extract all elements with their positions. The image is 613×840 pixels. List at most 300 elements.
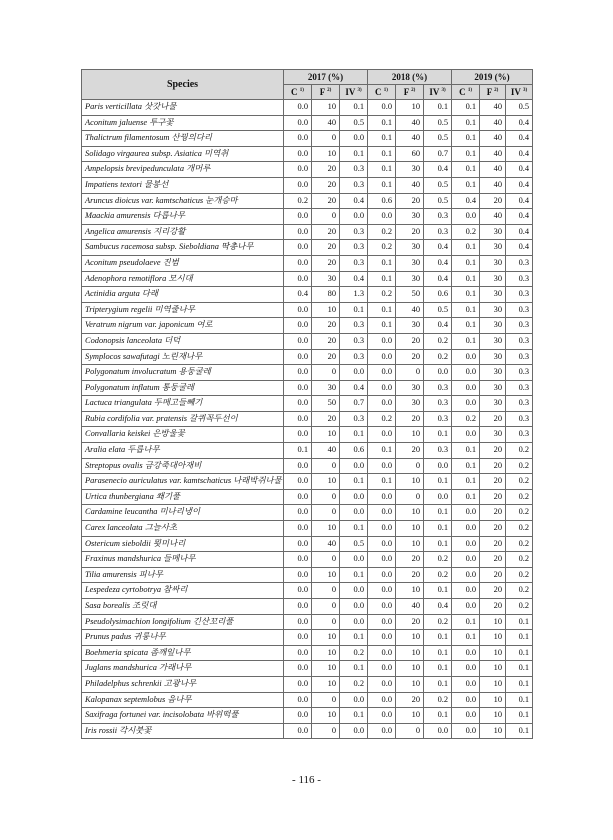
value-cell: 10 [312, 521, 340, 537]
value-cell: 0.0 [368, 630, 396, 646]
value-cell: 0.2 [506, 474, 533, 490]
species-name: Paris verticillata 삿갓나물 [82, 100, 284, 116]
value-cell: 0.1 [424, 100, 452, 116]
value-cell: 0.1 [452, 302, 480, 318]
value-cell: 0.1 [452, 162, 480, 178]
value-cell: 0.0 [368, 536, 396, 552]
value-cell: 10 [312, 676, 340, 692]
value-cell: 0.2 [506, 489, 533, 505]
value-cell: 0.0 [452, 536, 480, 552]
value-cell: 0.1 [506, 645, 533, 661]
table-row [82, 552, 533, 568]
value-cell: 0.1 [368, 177, 396, 193]
value-cell: 30 [480, 255, 506, 271]
value-cell: 0.0 [340, 614, 368, 630]
value-cell: 40 [480, 162, 506, 178]
species-name: Aconitum pseudolaeve 진범 [82, 255, 284, 271]
value-cell: 0.0 [284, 115, 312, 131]
value-cell: 20 [396, 443, 424, 459]
value-cell: 0.2 [424, 614, 452, 630]
value-cell: 10 [396, 100, 424, 116]
value-cell: 0.0 [284, 131, 312, 147]
value-cell: 0.1 [452, 474, 480, 490]
value-cell: 20 [312, 349, 340, 365]
value-cell: 30 [480, 365, 506, 381]
species-name: Ostericum sieboldii 묏미나리 [82, 536, 284, 552]
value-cell: 0.7 [340, 396, 368, 412]
value-cell: 0.1 [452, 240, 480, 256]
value-cell: 20 [480, 193, 506, 209]
value-cell: 0.5 [424, 115, 452, 131]
table-row [82, 255, 533, 271]
value-cell: 10 [396, 708, 424, 724]
value-cell: 0.2 [368, 240, 396, 256]
value-cell: 30 [480, 287, 506, 303]
value-cell: 0 [312, 131, 340, 147]
value-cell: 0.3 [506, 271, 533, 287]
subheader-label: C [291, 87, 298, 97]
value-cell: 10 [480, 708, 506, 724]
value-cell: 10 [396, 630, 424, 646]
table-row [82, 131, 533, 147]
value-cell: 0.4 [424, 162, 452, 178]
year-header-2017: 2017 (%) [284, 70, 368, 85]
value-cell: 10 [312, 302, 340, 318]
value-cell: 20 [480, 443, 506, 459]
value-cell: 20 [480, 489, 506, 505]
value-cell: 0.0 [368, 692, 396, 708]
value-cell: 0.1 [506, 630, 533, 646]
table-row [82, 505, 533, 521]
table-row [82, 567, 533, 583]
value-cell: 40 [396, 131, 424, 147]
value-cell: 0.3 [506, 255, 533, 271]
table-row [82, 427, 533, 443]
value-cell: 10 [396, 427, 424, 443]
value-cell: 0.5 [424, 302, 452, 318]
value-cell: 10 [480, 630, 506, 646]
value-cell: 0.0 [368, 676, 396, 692]
value-cell: 0.1 [452, 115, 480, 131]
value-cell: 40 [396, 302, 424, 318]
value-cell: 0.0 [368, 489, 396, 505]
value-cell: 0.0 [284, 458, 312, 474]
subheader-label: IV [429, 87, 440, 97]
value-cell: 40 [312, 536, 340, 552]
value-cell: 0.0 [340, 692, 368, 708]
table-row [82, 474, 533, 490]
value-cell: 0.0 [284, 365, 312, 381]
value-cell: 0.2 [368, 411, 396, 427]
value-cell: 20 [480, 599, 506, 615]
value-cell: 10 [312, 100, 340, 116]
value-cell: 0 [312, 614, 340, 630]
value-cell: 0.0 [452, 661, 480, 677]
species-name: Aconitum jaluense 투구꽃 [82, 115, 284, 131]
value-cell: 10 [312, 708, 340, 724]
footnote-marker: 3) [441, 88, 446, 93]
footnote-marker: 1) [467, 88, 472, 93]
value-cell: 30 [480, 271, 506, 287]
value-cell: 0.2 [424, 349, 452, 365]
value-cell: 0.2 [368, 224, 396, 240]
table-row [82, 583, 533, 599]
value-cell: 0.0 [368, 349, 396, 365]
value-cell: 0.0 [340, 489, 368, 505]
value-cell: 30 [396, 162, 424, 178]
value-cell: 0.1 [424, 645, 452, 661]
table-row [82, 224, 533, 240]
value-cell: 20 [396, 692, 424, 708]
value-cell: 0.0 [284, 349, 312, 365]
value-cell: 0.2 [506, 505, 533, 521]
value-cell: 20 [312, 255, 340, 271]
species-name: Urtica thunbergiana 쐐기풀 [82, 489, 284, 505]
value-cell: 40 [312, 115, 340, 131]
value-cell: 0.0 [340, 131, 368, 147]
value-cell: 10 [312, 567, 340, 583]
value-cell: 0.4 [506, 224, 533, 240]
table-row [82, 318, 533, 334]
value-cell: 0.3 [506, 411, 533, 427]
value-cell: 20 [396, 224, 424, 240]
footnote-marker: 2) [494, 88, 499, 93]
value-cell: 40 [480, 146, 506, 162]
value-cell: 0.3 [424, 396, 452, 412]
value-cell: 40 [396, 599, 424, 615]
value-cell: 20 [480, 474, 506, 490]
table-row [82, 333, 533, 349]
value-cell: 0 [312, 583, 340, 599]
value-cell: 10 [480, 676, 506, 692]
value-cell: 20 [396, 552, 424, 568]
footnote-marker: 2) [411, 88, 416, 93]
table-row [82, 162, 533, 178]
value-cell: 10 [312, 146, 340, 162]
subheader-c-2019 [452, 85, 480, 100]
value-cell: 0.3 [340, 255, 368, 271]
value-cell: 0.1 [506, 614, 533, 630]
subheader-label: F [319, 87, 325, 97]
value-cell: 10 [480, 645, 506, 661]
value-cell: 0.4 [340, 193, 368, 209]
value-cell: 20 [312, 177, 340, 193]
value-cell: 0.1 [452, 458, 480, 474]
table-row [82, 443, 533, 459]
species-name: Parasenecio auriculatus var. kamtschaticus 나래박쥐나물 [82, 474, 284, 490]
value-cell: 0.1 [452, 489, 480, 505]
species-name: Tripterygium regelii 미역줄나무 [82, 302, 284, 318]
value-cell: 0.1 [368, 162, 396, 178]
value-cell: 0.2 [424, 333, 452, 349]
value-cell: 0.1 [368, 255, 396, 271]
table-row [82, 536, 533, 552]
value-cell: 0.1 [340, 100, 368, 116]
value-cell: 10 [396, 536, 424, 552]
value-cell: 0.1 [452, 100, 480, 116]
value-cell: 0.2 [424, 552, 452, 568]
value-cell: 40 [480, 209, 506, 225]
value-cell: 30 [396, 271, 424, 287]
value-cell: 0.0 [340, 365, 368, 381]
value-cell: 0.0 [368, 505, 396, 521]
table-body [82, 100, 533, 739]
species-name: Maackia amurensis 다릅나무 [82, 209, 284, 225]
species-name: Convallaria keiskei 은방울꽃 [82, 427, 284, 443]
value-cell: 10 [312, 645, 340, 661]
value-cell: 0.2 [506, 521, 533, 537]
value-cell: 0.3 [506, 427, 533, 443]
value-cell: 0.0 [452, 521, 480, 537]
value-cell: 0.0 [368, 661, 396, 677]
species-name: Impatiens textori 물봉선 [82, 177, 284, 193]
value-cell: 30 [312, 271, 340, 287]
value-cell: 0.1 [368, 146, 396, 162]
value-cell: 20 [480, 536, 506, 552]
value-cell: 40 [480, 115, 506, 131]
value-cell: 20 [480, 521, 506, 537]
value-cell: 0.1 [368, 115, 396, 131]
page-number: - 116 - [292, 774, 321, 786]
value-cell: 0.0 [368, 567, 396, 583]
table-row [82, 365, 533, 381]
value-cell: 20 [396, 614, 424, 630]
value-cell: 0.4 [424, 599, 452, 615]
value-cell: 0.3 [340, 411, 368, 427]
species-name: Aralia elata 두릅나무 [82, 443, 284, 459]
value-cell: 10 [312, 427, 340, 443]
value-cell: 30 [480, 380, 506, 396]
species-name: Saxifraga fortunei var. incisolobata 바위떡풀 [82, 708, 284, 724]
value-cell: 0.1 [368, 302, 396, 318]
subheader-f-2018 [396, 85, 424, 100]
value-cell: 0.0 [368, 380, 396, 396]
subheader-label: C [375, 87, 382, 97]
value-cell: 0.0 [452, 552, 480, 568]
table-header [82, 70, 533, 100]
value-cell: 0.4 [506, 240, 533, 256]
species-name: Sambucus racemosa subsp. Sieboldiana 딱총나무 [82, 240, 284, 256]
species-name: Sasa borealis 조릿대 [82, 599, 284, 615]
value-cell: 0.6 [368, 193, 396, 209]
value-cell: 20 [480, 583, 506, 599]
value-cell: 0.0 [284, 645, 312, 661]
species-name: Polygonatum involucratum 용둥굴레 [82, 365, 284, 381]
value-cell: 0.0 [368, 333, 396, 349]
value-cell: 0.3 [340, 177, 368, 193]
table-row [82, 209, 533, 225]
table-row [82, 380, 533, 396]
table-row [82, 489, 533, 505]
value-cell: 0.6 [424, 287, 452, 303]
value-cell: 0.1 [340, 708, 368, 724]
species-name: Rubia cordifolia var. pratensis 갈퀴꼭두선이 [82, 411, 284, 427]
footnote-marker: 3) [523, 88, 528, 93]
value-cell: 0.2 [340, 676, 368, 692]
table-row [82, 193, 533, 209]
value-cell: 0.2 [506, 536, 533, 552]
value-cell: 0.0 [340, 505, 368, 521]
value-cell: 0.1 [340, 661, 368, 677]
value-cell: 0.0 [368, 209, 396, 225]
value-cell: 0.1 [452, 146, 480, 162]
value-cell: 0.0 [368, 458, 396, 474]
value-cell: 0.4 [424, 318, 452, 334]
value-cell: 30 [312, 380, 340, 396]
value-cell: 20 [396, 193, 424, 209]
table-row [82, 271, 533, 287]
value-cell: 20 [396, 349, 424, 365]
value-cell: 10 [396, 645, 424, 661]
value-cell: 0.6 [340, 443, 368, 459]
value-cell: 0.5 [506, 100, 533, 116]
value-cell: 0.1 [340, 521, 368, 537]
subheader-label: F [486, 87, 492, 97]
species-name: Cardamine leucantha 미나리냉이 [82, 505, 284, 521]
value-cell: 30 [480, 240, 506, 256]
species-name: Aruncus dioicus var. kamtschaticus 눈개승마 [82, 193, 284, 209]
value-cell: 0.0 [368, 427, 396, 443]
value-cell: 0.0 [284, 661, 312, 677]
value-cell: 0.2 [452, 224, 480, 240]
species-header: Species [82, 70, 284, 100]
value-cell: 0.5 [424, 193, 452, 209]
value-cell: 0.0 [452, 396, 480, 412]
species-name: Carex lanceolata 그늘사초 [82, 521, 284, 537]
value-cell: 20 [396, 567, 424, 583]
value-cell: 0.0 [452, 380, 480, 396]
value-cell: 20 [312, 318, 340, 334]
value-cell: 0.3 [506, 333, 533, 349]
value-cell: 0.0 [284, 318, 312, 334]
value-cell: 0.1 [368, 443, 396, 459]
value-cell: 0.1 [424, 536, 452, 552]
value-cell: 0.5 [340, 536, 368, 552]
value-cell: 0.3 [506, 396, 533, 412]
value-cell: 10 [480, 661, 506, 677]
value-cell: 0.0 [340, 599, 368, 615]
table-row [82, 723, 533, 739]
value-cell: 0.0 [284, 692, 312, 708]
value-cell: 0.1 [452, 333, 480, 349]
value-cell: 0.0 [368, 396, 396, 412]
value-cell: 0.4 [506, 131, 533, 147]
value-cell: 30 [396, 380, 424, 396]
value-cell: 0.4 [424, 240, 452, 256]
value-cell: 10 [396, 474, 424, 490]
subheader-label: IV [510, 87, 521, 97]
value-cell: 20 [480, 567, 506, 583]
value-cell: 0.1 [506, 692, 533, 708]
value-cell: 0.0 [284, 100, 312, 116]
value-cell: 20 [312, 240, 340, 256]
species-name: Tilia amurensis 피나무 [82, 567, 284, 583]
value-cell: 0 [312, 489, 340, 505]
value-cell: 0.2 [424, 567, 452, 583]
value-cell: 0.1 [424, 661, 452, 677]
value-cell: 0.0 [284, 396, 312, 412]
species-name: Lespedeza cyrtobotrya 참싸리 [82, 583, 284, 599]
value-cell: 0.1 [424, 505, 452, 521]
value-cell: 0.4 [284, 287, 312, 303]
value-cell: 0.4 [424, 255, 452, 271]
value-cell: 1.3 [340, 287, 368, 303]
value-cell: 0.1 [340, 567, 368, 583]
value-cell: 0.2 [506, 583, 533, 599]
value-cell: 0 [396, 365, 424, 381]
footnote-marker: 2) [327, 88, 332, 93]
value-cell: 20 [480, 458, 506, 474]
value-cell: 0.0 [284, 708, 312, 724]
value-cell: 10 [396, 521, 424, 537]
value-cell: 0.3 [340, 333, 368, 349]
value-cell: 10 [396, 583, 424, 599]
subheader-iv-2018 [424, 85, 452, 100]
value-cell: 0.7 [424, 146, 452, 162]
value-cell: 40 [396, 177, 424, 193]
year-header-2019: 2019 (%) [452, 70, 533, 85]
value-cell: 10 [312, 661, 340, 677]
value-cell: 0.0 [368, 583, 396, 599]
value-cell: 0.3 [340, 162, 368, 178]
value-cell: 50 [312, 396, 340, 412]
species-name: Solidago virgaurea subsp. Asiatica 미역취 [82, 146, 284, 162]
value-cell: 10 [396, 661, 424, 677]
value-cell: 0.0 [424, 365, 452, 381]
value-cell: 30 [480, 396, 506, 412]
table-row [82, 146, 533, 162]
table-row [82, 708, 533, 724]
value-cell: 0.0 [284, 489, 312, 505]
value-cell: 0 [312, 723, 340, 739]
value-cell: 40 [480, 177, 506, 193]
table-row [82, 302, 533, 318]
value-cell: 0.3 [340, 349, 368, 365]
value-cell: 0.0 [340, 458, 368, 474]
value-cell: 0.0 [284, 146, 312, 162]
value-cell: 0.2 [368, 287, 396, 303]
species-table [81, 69, 533, 739]
species-name: Actinidia arguta 다래 [82, 287, 284, 303]
subheader-label: IV [345, 87, 356, 97]
value-cell: 80 [312, 287, 340, 303]
value-cell: 0.3 [424, 443, 452, 459]
value-cell: 0.0 [368, 723, 396, 739]
value-cell: 0.1 [452, 318, 480, 334]
value-cell: 0.0 [368, 599, 396, 615]
value-cell: 0.0 [340, 209, 368, 225]
value-cell: 0.0 [284, 521, 312, 537]
value-cell: 20 [480, 411, 506, 427]
value-cell: 0.1 [424, 474, 452, 490]
value-cell: 0.0 [424, 723, 452, 739]
year-header-2018: 2018 (%) [368, 70, 452, 85]
value-cell: 50 [396, 287, 424, 303]
value-cell: 0.3 [424, 380, 452, 396]
value-cell: 0.1 [424, 583, 452, 599]
table-row [82, 645, 533, 661]
value-cell: 0.3 [340, 240, 368, 256]
value-cell: 0.0 [284, 427, 312, 443]
value-cell: 0.1 [284, 443, 312, 459]
footnote-marker: 1) [383, 88, 388, 93]
value-cell: 0.2 [506, 458, 533, 474]
value-cell: 0.1 [424, 676, 452, 692]
value-cell: 0.0 [284, 599, 312, 615]
value-cell: 20 [312, 333, 340, 349]
value-cell: 0.0 [284, 224, 312, 240]
value-cell: 0.1 [424, 630, 452, 646]
